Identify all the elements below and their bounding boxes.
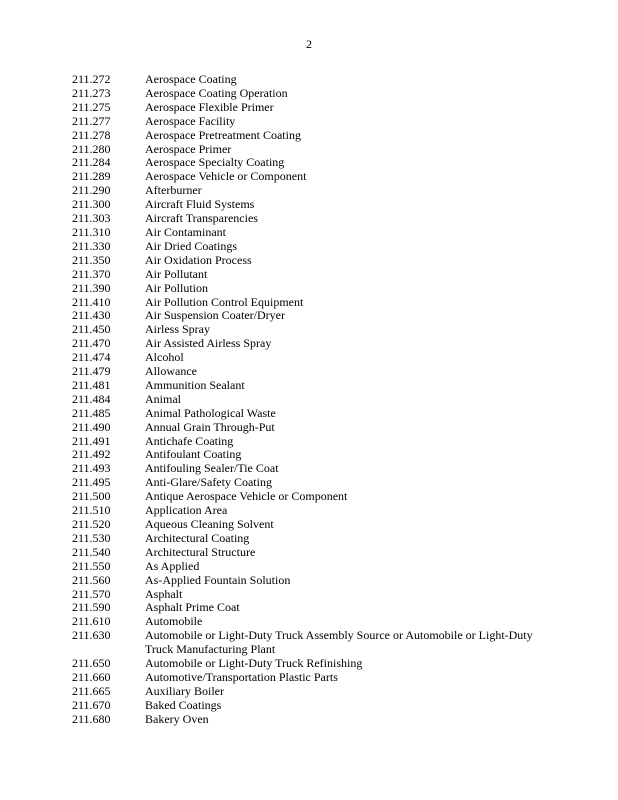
- section-number: 211.493: [72, 461, 111, 476]
- section-title: Aqueous Cleaning Solvent: [145, 517, 274, 531]
- section-number: 211.310: [72, 224, 111, 239]
- section-entry: [72, 309, 552, 323]
- section-title: Aerospace Flexible Primer: [145, 99, 274, 114]
- section-entry: [72, 518, 552, 532]
- section-title: Antifoulant Coating: [145, 447, 242, 462]
- section-number: 211.590: [72, 600, 111, 615]
- page-number: 2: [306, 37, 312, 51]
- section-entry: [72, 156, 552, 170]
- section-number: 211.275: [72, 99, 111, 114]
- section-number: 211.284: [72, 155, 111, 170]
- section-entry: [72, 601, 552, 615]
- section-number: 211.350: [72, 252, 111, 267]
- section-entry: [72, 282, 552, 296]
- section-number: 211.660: [72, 669, 111, 684]
- section-number: 211.610: [72, 614, 111, 629]
- section-number: 211.474: [72, 350, 111, 365]
- section-number: 211.665: [72, 683, 111, 698]
- section-title: Air Dried Coatings: [145, 238, 237, 253]
- section-number: 211.495: [72, 475, 111, 490]
- section-entry: [72, 699, 552, 713]
- section-entry: [72, 657, 552, 671]
- section-title: Architectural Coating: [145, 530, 250, 545]
- section-title: As Applied: [145, 558, 200, 573]
- section-number: 211.560: [72, 572, 111, 587]
- section-title: Antifouling Sealer/Tie Coat: [145, 461, 279, 476]
- section-entry: [72, 101, 552, 115]
- section-number: 211.481: [72, 377, 111, 392]
- section-title: Animal Pathological Waste: [145, 405, 276, 420]
- section-title: Architectural Structure: [145, 544, 256, 559]
- section-title: As-Applied Fountain Solution: [145, 572, 291, 587]
- section-entry: [72, 588, 552, 602]
- section-title: Alcohol: [145, 350, 184, 365]
- section-title: Aerospace Facility: [145, 113, 236, 128]
- section-title: Automobile or Light-Duty Truck Assembly Source or Automobile or Light-Duty Truck Manufacturing Plant: [145, 628, 533, 657]
- section-entry: [72, 671, 552, 685]
- section-title: Animal: [145, 391, 181, 406]
- section-number: 211.550: [72, 558, 111, 573]
- section-entry: [72, 490, 552, 504]
- section-title: Application Area: [145, 503, 228, 518]
- section-title: Antique Aerospace Vehicle or Component: [145, 489, 348, 504]
- section-number: 211.520: [72, 517, 111, 531]
- section-number: 211.485: [72, 405, 111, 420]
- section-list: [72, 73, 552, 727]
- section-number: 211.670: [72, 697, 111, 712]
- section-entry: [72, 143, 552, 157]
- section-number: 211.273: [72, 85, 111, 100]
- section-entry: [72, 476, 552, 490]
- section-title: Airless Spray: [145, 322, 210, 337]
- section-number: 211.530: [72, 530, 111, 545]
- section-title: Baked Coatings: [145, 697, 222, 712]
- section-title: Aircraft Fluid Systems: [145, 197, 255, 212]
- section-number: 211.370: [72, 266, 111, 281]
- section-title: Bakery Oven: [145, 711, 209, 726]
- section-entry: [72, 87, 552, 101]
- section-number: 211.540: [72, 544, 111, 559]
- section-number: 211.680: [72, 711, 111, 726]
- section-number: 211.290: [72, 183, 111, 198]
- section-title: Air Pollutant: [145, 266, 208, 281]
- section-entry: [72, 615, 552, 629]
- section-title: Annual Grain Through-Put: [145, 419, 275, 434]
- section-entry: [72, 407, 552, 421]
- section-entry: [72, 629, 552, 657]
- section-number: 211.570: [72, 586, 111, 601]
- section-title: Aircraft Transparencies: [145, 211, 258, 226]
- section-number: 211.289: [72, 169, 111, 184]
- section-number: 211.303: [72, 211, 111, 226]
- section-entry: [72, 73, 552, 87]
- section-title: Automobile or Light-Duty Truck Refinishing: [145, 656, 363, 671]
- section-title: Aerospace Specialty Coating: [145, 155, 285, 170]
- section-title: Aerospace Coating: [145, 72, 237, 86]
- section-entry: [72, 504, 552, 518]
- section-entry: [72, 212, 552, 226]
- section-title: Air Contaminant: [145, 224, 226, 239]
- section-title: Afterburner: [145, 183, 202, 198]
- section-title: Antichafe Coating: [145, 433, 234, 448]
- section-entry: [72, 462, 552, 476]
- section-entry: [72, 337, 552, 351]
- section-number: 211.500: [72, 489, 111, 504]
- section-number: 211.484: [72, 391, 111, 406]
- section-entry: [72, 129, 552, 143]
- section-title: Air Suspension Coater/Dryer: [145, 308, 285, 323]
- section-title: Air Oxidation Process: [145, 252, 252, 267]
- section-title: Auxiliary Boiler: [145, 683, 224, 698]
- section-entry: [72, 448, 552, 462]
- section-title: Ammunition Sealant: [145, 377, 245, 392]
- section-title: Asphalt: [145, 586, 183, 601]
- section-number: 211.272: [72, 72, 111, 86]
- section-entry: [72, 184, 552, 198]
- section-title: Asphalt Prime Coat: [145, 600, 240, 615]
- section-entry: [72, 393, 552, 407]
- section-title: Automobile: [145, 614, 203, 629]
- section-title: Allowance: [145, 364, 197, 379]
- section-title: Aerospace Pretreatment Coating: [145, 127, 301, 142]
- section-entry: [72, 351, 552, 365]
- section-entry: [72, 421, 552, 435]
- section-number: 211.450: [72, 322, 111, 337]
- section-entry: [72, 532, 552, 546]
- section-entry: [72, 560, 552, 574]
- section-entry: [72, 365, 552, 379]
- section-title: Air Assisted Airless Spray: [145, 336, 272, 351]
- section-entry: [72, 115, 552, 129]
- section-number: 211.492: [72, 447, 111, 462]
- section-title: Anti-Glare/Safety Coating: [145, 475, 272, 490]
- section-title: Aerospace Primer: [145, 141, 232, 156]
- section-entry: [72, 296, 552, 310]
- section-entry: [72, 546, 552, 560]
- section-entry: [72, 170, 552, 184]
- section-title: Automotive/Transportation Plastic Parts: [145, 669, 338, 684]
- section-entry: [72, 240, 552, 254]
- section-number: 211.479: [72, 364, 111, 379]
- section-entry: [72, 198, 552, 212]
- section-number: 211.280: [72, 141, 111, 156]
- section-number: 211.410: [72, 294, 111, 309]
- section-entry: [72, 574, 552, 588]
- section-entry: [72, 435, 552, 449]
- section-title: Air Pollution: [145, 280, 209, 295]
- section-entry: [72, 254, 552, 268]
- section-title: Air Pollution Control Equipment: [145, 294, 304, 309]
- section-number: 211.470: [72, 336, 111, 351]
- section-number: 211.510: [72, 503, 111, 518]
- section-number: 211.490: [72, 419, 111, 434]
- section-entry: [72, 685, 552, 699]
- section-entry: [72, 268, 552, 282]
- section-title: Aerospace Coating Operation: [145, 85, 288, 100]
- section-number: 211.491: [72, 433, 111, 448]
- section-entry: [72, 226, 552, 240]
- section-entry: [72, 323, 552, 337]
- section-entry: [72, 713, 552, 727]
- section-number: 211.650: [72, 656, 111, 671]
- section-number: 211.277: [72, 113, 111, 128]
- section-number: 211.300: [72, 197, 111, 212]
- section-number: 211.430: [72, 308, 111, 323]
- section-number: 211.630: [72, 628, 111, 643]
- section-number: 211.278: [72, 127, 111, 142]
- section-title: Aerospace Vehicle or Component: [145, 169, 307, 184]
- section-entry: [72, 379, 552, 393]
- section-number: 211.390: [72, 280, 111, 295]
- section-number: 211.330: [72, 238, 111, 253]
